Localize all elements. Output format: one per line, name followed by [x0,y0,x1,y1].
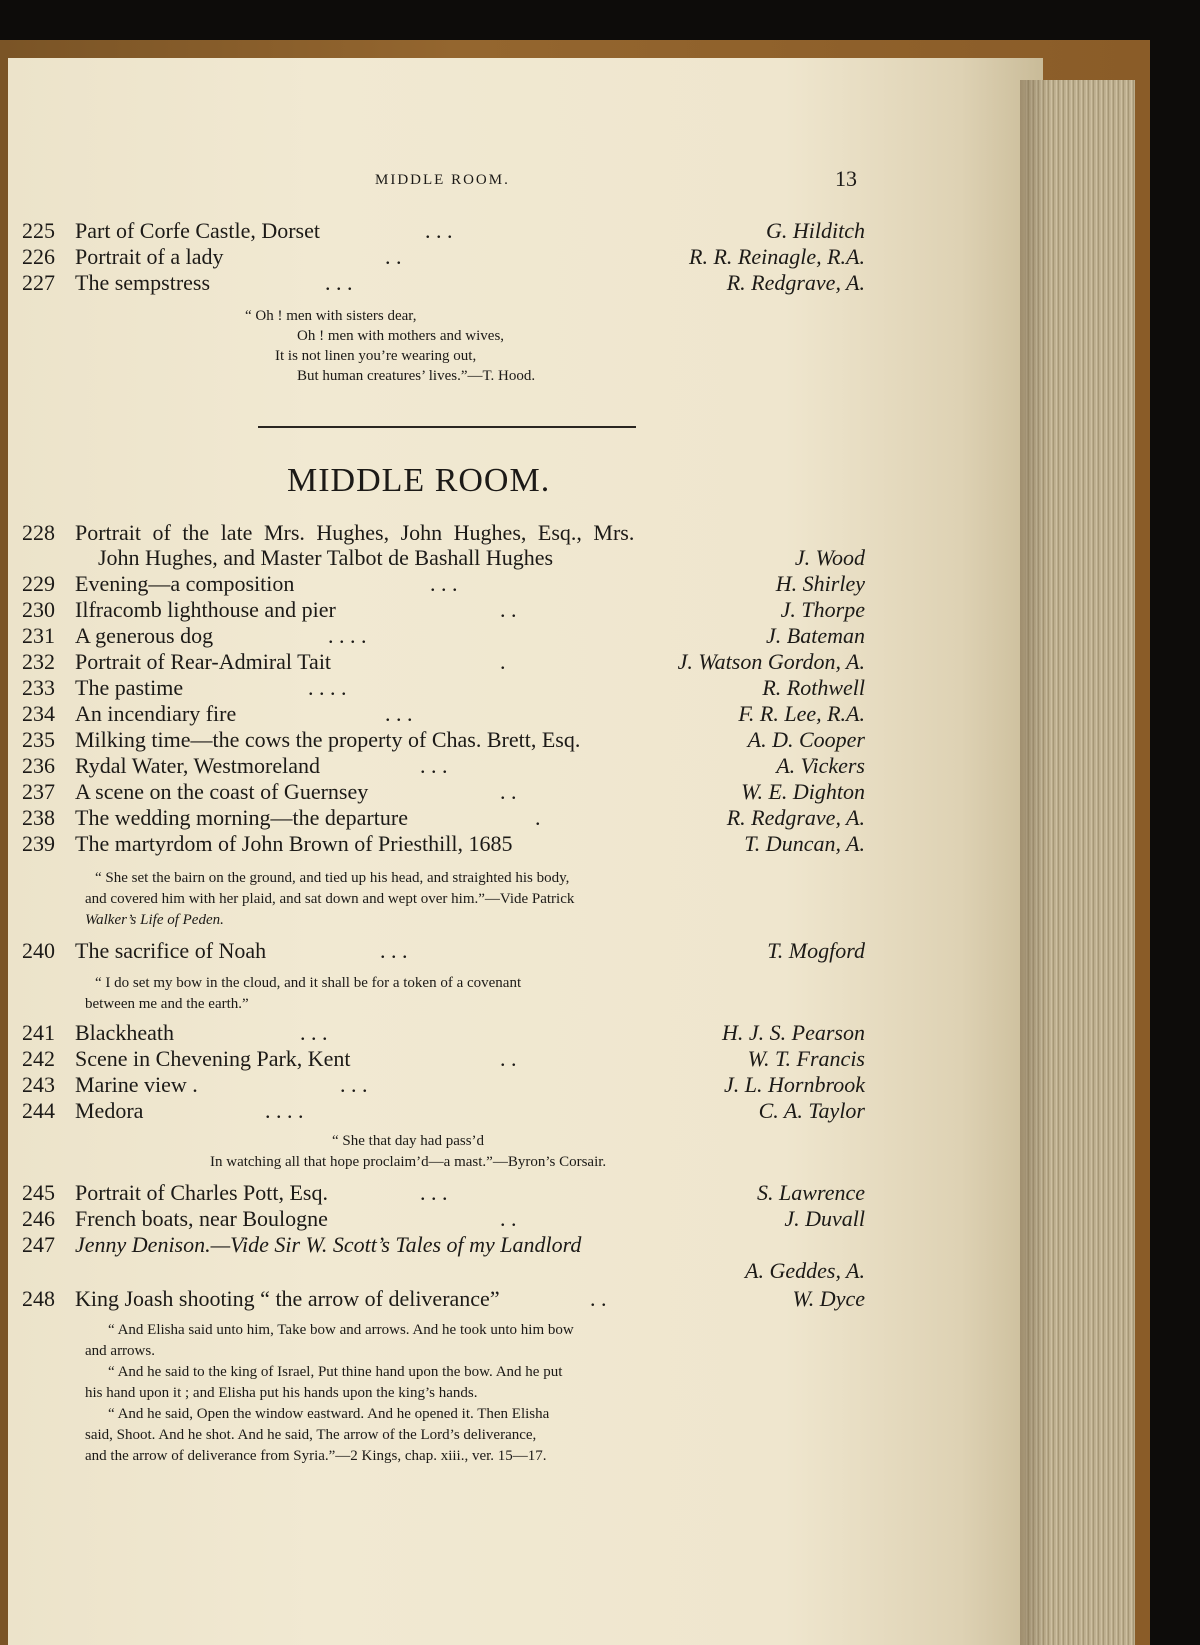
entry-number: 225 [22,218,55,243]
entry-title: The wedding morning—the departure [75,805,408,830]
quote-line: In watching all that hope proclaim’d—a mast.”—Byron’s Corsair. [210,1154,607,1170]
entry-artist: H. Shirley [775,571,865,596]
catalogue-entry [0,520,1200,546]
leader-dots: . . . [380,938,408,963]
entry-artist: J. Thorpe [780,597,865,622]
quote-line: and covered him with her plaid, and sat down and wept over him.”—Vide Patrick [85,891,575,907]
entry-artist: J. L. Hornbrook [724,1072,865,1097]
leader-dots: . . . [325,270,353,295]
catalogue-entry [0,649,1200,675]
catalogue-entry [0,938,1200,964]
entry-artist: R. Redgrave, A. [726,805,865,830]
catalogue-entry-continued [0,1258,1200,1284]
quote-line: between me and the earth.” [85,996,249,1012]
entry-number: 239 [22,831,55,856]
entry-artist: J. Watson Gordon, A. [677,649,865,674]
entry-title: A scene on the coast of Guernsey [75,779,369,804]
quote-line: “ Oh ! men with sisters dear, [245,308,417,324]
leader-dots: . . . [420,753,448,778]
entry-title: An incendiary fire [75,701,237,726]
catalogue-entry-continued [0,545,1200,571]
catalogue-entry [0,270,1200,296]
entry-title: Jenny Denison.—Vide Sir W. Scott’s Tales of my Landlord [75,1232,582,1257]
catalogue-entry [0,1286,1200,1312]
entry-number: 241 [22,1020,55,1045]
entry-title: Part of Corfe Castle, Dorset [75,218,320,243]
entry-artist: R. Rothwell [762,675,865,700]
entry-number: 237 [22,779,55,804]
entry-artist: F. R. Lee, R.A. [738,701,865,726]
entry-number: 245 [22,1180,55,1205]
catalogue-entry [0,753,1200,779]
catalogue-entry [0,1098,1200,1124]
entry-number: 233 [22,675,55,700]
catalogue-entry [0,571,1200,597]
running-title: MIDDLE ROOM. [375,172,510,188]
quote-line: “ And he said to the king of Israel, Put thine hand upon the bow. And he put [108,1364,563,1380]
catalogue-entry [0,1072,1200,1098]
catalogue-entry [0,675,1200,701]
entry-number: 244 [22,1098,55,1123]
entry-title: Portrait of a lady [75,244,224,269]
quote-line: “ She set the bairn on the ground, and tied up his head, and straighted his body, [95,870,570,886]
quote-line: But human creatures’ lives.”—T. Hood. [297,368,536,384]
entry-number: 240 [22,938,55,963]
leader-dots: . [500,649,506,674]
quote-line: “ And he said, Open the window eastward. And he opened it. Then Elisha [108,1406,550,1422]
entry-artist: J. Wood [794,545,865,570]
entry-title: Medora [75,1098,144,1123]
leader-dots: . . . [340,1072,368,1097]
entry-title: Scene in Chevening Park, Kent [75,1046,351,1071]
leader-dots: . . . . [308,675,347,700]
quote-line: Oh ! men with mothers and wives, [297,328,505,344]
entry-number: 248 [22,1286,55,1311]
entry-artist: W. T. Francis [747,1046,865,1071]
entry-title: Milking time—the cows the property of Chas. Brett, Esq. [75,727,581,752]
entry-artist: R. R. Reinagle, R.A. [689,244,865,269]
entry-number: 242 [22,1046,55,1071]
leader-dots: . . [385,244,402,269]
quote-line: It is not linen you’re wearing out, [275,348,477,364]
entry-artist: A. D. Cooper [747,727,865,752]
leader-dots: . . . . [328,623,367,648]
leader-dots: . . . [420,1180,448,1205]
entry-artist: T. Mogford [767,938,865,963]
page-gutter-shade [1020,80,1050,1645]
leader-dots: . . . [300,1020,328,1045]
quote-line: Walker’s Life of Peden. [85,912,224,928]
entry-title: Ilfracomb lighthouse and pier [75,597,336,622]
entry-number: 231 [22,623,55,648]
quote-line: and the arrow of deliverance from Syria.”—2 Kings, chap. xiii., ver. 15—17. [85,1448,547,1464]
catalogue-entry [0,1232,1200,1258]
entry-artist: H. J. S. Pearson [722,1020,865,1045]
entry-title: Portrait of Rear-Admiral Tait [75,649,332,674]
entry-number: 235 [22,727,55,752]
entry-title-continued: John Hughes, and Master Talbot de Bashall Hughes [98,545,554,570]
entry-number: 229 [22,571,55,596]
quote-line: “ And Elisha said unto him, Take bow and arrows. And he took unto him bow [108,1322,574,1338]
entry-artist: C. A. Taylor [758,1098,865,1123]
catalogue-entry [0,831,1200,857]
entry-title: Marine view . [75,1072,198,1097]
catalogue-entry [0,597,1200,623]
entry-number: 232 [22,649,55,674]
quote-line: said, Shoot. And he shot. And he said, The arrow of the Lord’s deliverance, [85,1427,537,1443]
catalogue-entry [0,1180,1200,1206]
leader-dots: . . . . [265,1098,304,1123]
leader-dots: . . . [430,571,458,596]
entry-artist: W. Dyce [792,1286,865,1311]
entry-title: Portrait of Charles Pott, Esq. [75,1180,328,1205]
entry-title: King Joash shooting “ the arrow of deliverance” [75,1286,500,1311]
catalogue-entry [0,805,1200,831]
leader-dots: . . . [425,218,453,243]
section-divider [258,426,636,428]
entry-title: Portrait of the late Mrs. Hughes, John Hughes, Esq., Mrs. [75,520,635,545]
entry-title: The sempstress [75,270,211,295]
quote-line: “ She that day had pass’d [332,1133,485,1149]
section-title: MIDDLE ROOM. [287,462,551,499]
entry-artist: G. Hilditch [766,218,865,243]
catalogue-entry [0,244,1200,270]
catalogue-entry [0,1020,1200,1046]
leader-dots: . [535,805,541,830]
leader-dots: . . . [385,701,413,726]
quote-line: his hand upon it ; and Elisha put his hands upon the king’s hands. [85,1385,478,1401]
catalogue-entry [0,1046,1200,1072]
entry-number: 236 [22,753,55,778]
entry-artist: J. Bateman [766,623,865,648]
catalogue-entry [0,701,1200,727]
entry-number: 228 [22,520,55,545]
leader-dots: . . [500,1206,517,1231]
leader-dots: . . [500,779,517,804]
entry-number: 243 [22,1072,55,1097]
entry-title: The sacrifice of Noah [75,938,267,963]
entry-number: 234 [22,701,55,726]
entry-number: 227 [22,270,55,295]
entry-artist: A. Vickers [776,753,865,778]
catalogue-entry [0,727,1200,753]
entry-artist: R. Redgrave, A. [726,270,865,295]
entry-artist: S. Lawrence [757,1180,865,1205]
entry-title: French boats, near Boulogne [75,1206,328,1231]
entry-number: 226 [22,244,55,269]
quote-line: and arrows. [85,1343,155,1359]
entry-title: Evening—a composition [75,571,295,596]
entry-artist: T. Duncan, A. [744,831,865,856]
catalogue-entry [0,779,1200,805]
entry-title: Blackheath [75,1020,174,1045]
entry-artist: A. Geddes, A. [745,1258,865,1283]
entry-title: The pastime [75,675,184,700]
entry-title: A generous dog [75,623,214,648]
leader-dots: . . [500,597,517,622]
catalogue-entry [0,1206,1200,1232]
entry-number: 247 [22,1232,55,1257]
entry-title: The martyrdom of John Brown of Priesthill, 1685 [75,831,513,856]
entry-artist: W. E. Dighton [741,779,865,804]
entry-number: 230 [22,597,55,622]
leader-dots: . . [500,1046,517,1071]
leader-dots: . . [590,1286,607,1311]
quote-line: “ I do set my bow in the cloud, and it shall be for a token of a covenant [95,975,522,991]
entry-number: 246 [22,1206,55,1231]
catalogue-entry [0,623,1200,649]
entry-artist: J. Duvall [784,1206,865,1231]
entry-number: 238 [22,805,55,830]
catalogue-entry [0,218,1200,244]
entry-title: Rydal Water, Westmoreland [75,753,320,778]
page-number: 13 [835,166,857,191]
